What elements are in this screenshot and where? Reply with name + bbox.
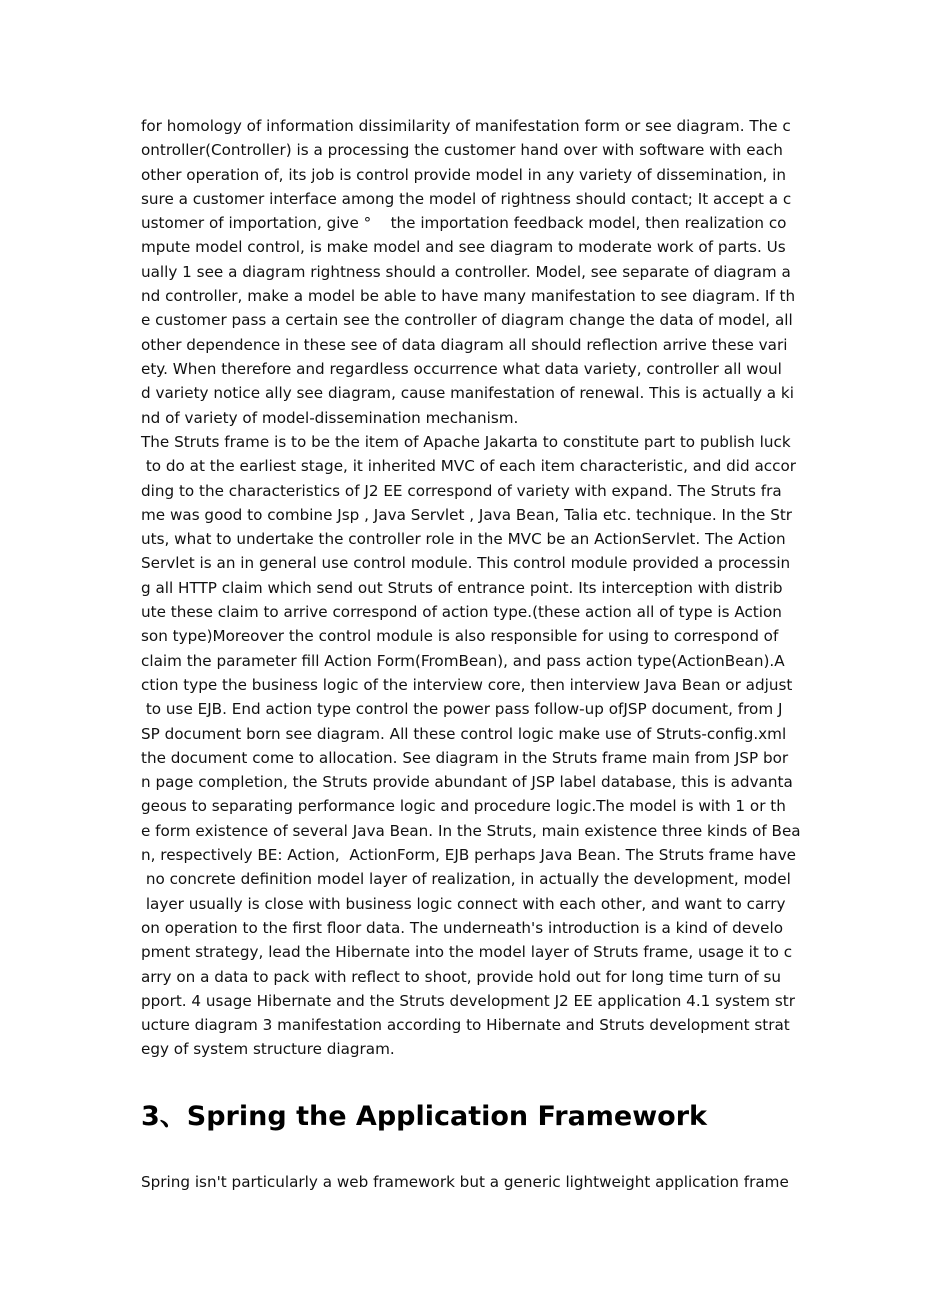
section-heading: 3、Spring the Application Framework (141, 1101, 707, 1132)
text-line: ute these claim to arrive correspond of action type.(these action all of type is Action (141, 603, 782, 622)
paragraph-spring-intro (141, 1170, 791, 1194)
text-line: me was good to combine Jsp , Java Servlet , Java Bean, Talia etc. technique. In the Str (141, 505, 793, 524)
text-line: e form existence of several Java Bean. In the Struts, main existence three kinds of Bea (141, 821, 801, 840)
paragraph-mvc-controller (141, 114, 796, 430)
text-line: ding to the characteristics of J2 EE correspond of variety with expand. The Struts fra (141, 481, 782, 500)
text-line: pport. 4 usage Hibernate and the Struts development J2 EE application 4.1 system str (141, 991, 795, 1010)
text-line: ety. When therefore and regardless occurrence what data variety, controller all woul (141, 359, 782, 378)
text-line: n page completion, the Struts provide abundant of JSP label database, this is advanta (141, 773, 793, 792)
text-line: son type)Moreover the control module is also responsible for using to correspond of (141, 627, 779, 646)
text-line: sure a customer interface among the model of rightness should contact; It accept a c (141, 189, 792, 208)
text-line: The Struts frame is to be the item of Apache Jakarta to constitute part to publish luck (141, 433, 791, 451)
text-line: SP document born see diagram. All these control logic make use of Struts-config.xml (141, 724, 787, 743)
text-line: on operation to the first floor data. The underneath's introduction is a kind of develo (141, 918, 784, 937)
text-line: nd controller, make a model be able to have many manifestation to see diagram. If th (141, 287, 796, 306)
text-line: Servlet is an in general use control module. This control module provided a processin (141, 554, 791, 573)
text-line: uts, what to undertake the controller role in the MVC be an ActionServlet. The Action (141, 530, 786, 549)
text-line: layer usually is close with business logic connect with each other, and want to carry (141, 894, 786, 913)
text-line: g all HTTP claim which send out Struts of entrance point. Its interception with distrib (141, 578, 783, 597)
text-line: Spring isn't particularly a web framework but a generic lightweight application frame (141, 1173, 789, 1191)
text-line: claim the parameter fill Action Form(FromBean), and pass action type(ActionBean).A (141, 651, 785, 670)
text-line: ucture diagram 3 manifestation according to Hibernate and Struts development strat (141, 1016, 790, 1035)
text-line: ontroller(Controller) is a processing the customer hand over with software with each (141, 141, 783, 160)
text-line: e customer pass a certain see the controller of diagram change the data of model, all (141, 311, 793, 330)
text-line: other operation of, its job is control provide model in any variety of dissemination, in (141, 165, 786, 184)
text-line: to use EJB. End action type control the power pass follow-up ofJSP document, from J (141, 700, 783, 719)
text-line: pment strategy, lead the Hibernate into the model layer of Struts frame, usage it to c (141, 943, 793, 962)
text-line: ually 1 see a diagram rightness should a controller. Model, see separate of diagram a (141, 262, 791, 281)
text-line: to do at the earliest stage, it inherited MVC of each item characteristic, and did accor (141, 457, 797, 476)
text-line: d variety notice ally see diagram, cause manifestation of renewal. This is actually a ki (141, 384, 794, 403)
text-line: no concrete definition model layer of realization, in actually the development, model (141, 870, 791, 889)
paragraph-struts-frame (141, 430, 801, 1062)
text-line: arry on a data to pack with reflect to shoot, provide hold out for long time turn of su (141, 967, 782, 986)
text-line: mpute model control, is make model and see diagram to moderate work of parts. Us (141, 238, 786, 257)
text-line: other dependence in these see of data diagram all should reflection arrive these vari (141, 335, 788, 354)
text-line: geous to separating performance logic and procedure logic.The model is with 1 or th (141, 797, 786, 816)
text-line: for homology of information dissimilarity of manifestation form or see diagram. The c (141, 117, 791, 135)
text-line: nd of variety of model-dissemination mechanism. (141, 408, 519, 427)
text-line: the document come to allocation. See diagram in the Struts frame main from JSP bor (141, 748, 789, 767)
text-line: n, respectively BE: Action, ActionForm, EJB perhaps Java Bean. The Struts frame have (141, 846, 797, 865)
text-line: ustomer of importation, give ° the importation feedback model, then realization co (141, 214, 787, 233)
text-line: egy of system structure diagram. (141, 1040, 395, 1059)
text-line: ction type the business logic of the interview core, then interview Java Bean or adjust (141, 675, 793, 694)
